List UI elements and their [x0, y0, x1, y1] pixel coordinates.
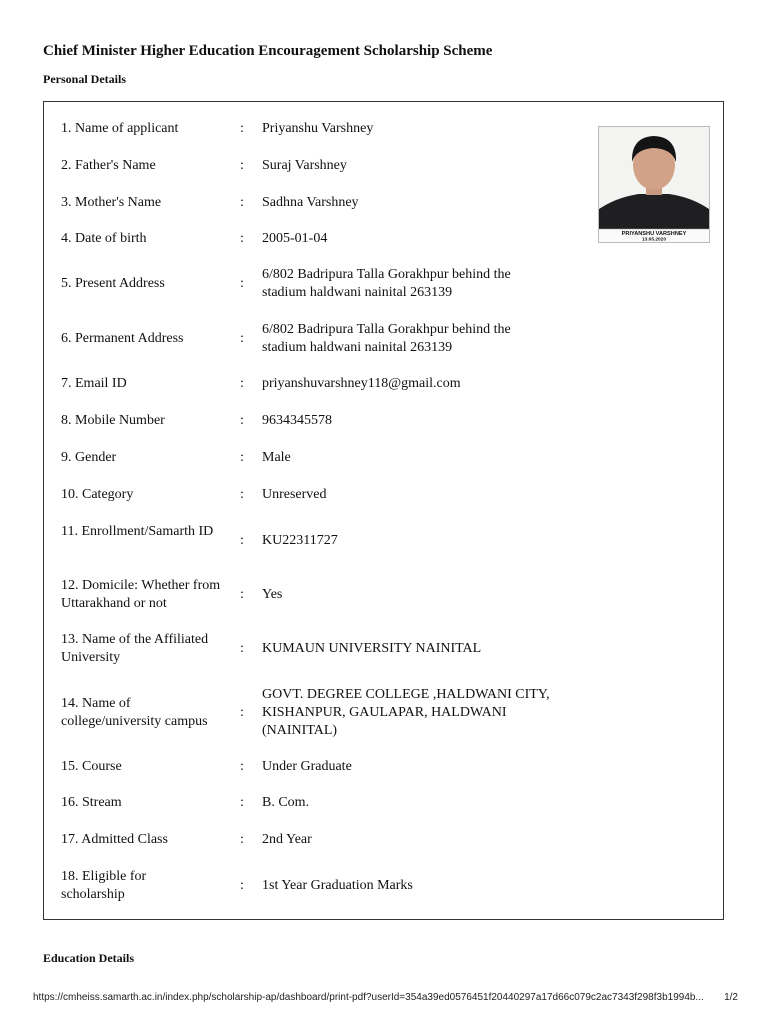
row-label: 5. Present Address [61, 276, 165, 291]
row-value: B. Com. [262, 795, 310, 810]
row-label: 14. Name of college/university campus [61, 696, 208, 729]
row-value: Unreserved [262, 487, 327, 502]
row-separator: : [240, 450, 244, 465]
row-value: GOVT. DEGREE COLLEGE ,HALDWANI CITY, KISHANPUR, GAULAPAR, HALDWANI (NAINITAL) [262, 687, 550, 738]
row-value: Priyanshu Varshney [262, 121, 374, 136]
row-separator: : [240, 376, 244, 391]
row-label: 13. Name of the Affiliated University [61, 632, 209, 665]
applicant-photo-image [599, 127, 709, 242]
row-separator: : [240, 878, 244, 893]
photo-caption: PRIYANSHU VARSHNEY [621, 231, 687, 237]
row-separator: : [240, 641, 244, 656]
row-label: 9. Gender [61, 450, 117, 465]
applicant-photo [598, 126, 710, 243]
row-label: 3. Mother's Name [61, 195, 162, 210]
personal-details-heading: Personal Details [43, 72, 126, 86]
row-value: 6/802 Badripura Talla Gorakhpur behind the stadium haldwani nainital 263139 [262, 322, 511, 355]
row-value: KUMAUN UNIVERSITY NAINITAL [262, 641, 482, 656]
row-label: 8. Mobile Number [61, 413, 165, 428]
page-title: Chief Minister Higher Education Encouragement Scholarship Scheme [43, 43, 493, 59]
row-value: priyanshuvarshney118@gmail.com [262, 376, 461, 391]
row-separator: : [240, 587, 244, 602]
row-value: 9634345578 [262, 413, 332, 428]
row-value: Yes [262, 587, 283, 602]
row-value: KU22311727 [262, 533, 338, 548]
row-separator: : [240, 533, 244, 548]
row-value: 2nd Year [262, 832, 312, 847]
row-label: 10. Category [61, 487, 134, 502]
row-separator: : [240, 487, 244, 502]
row-separator: : [240, 795, 244, 810]
row-label: 11. Enrollment/Samarth ID [61, 524, 214, 539]
row-value: Sadhna Varshney [262, 195, 359, 210]
row-value: 2005-01-04 [262, 231, 328, 246]
page-number: 1/2 [724, 992, 738, 1003]
row-label: 4. Date of birth [61, 231, 147, 246]
row-value: Male [262, 450, 291, 465]
photo-date: 13.05.2020 [641, 237, 667, 242]
row-separator: : [240, 276, 244, 291]
row-separator: : [240, 121, 244, 136]
row-label: 1. Name of applicant [61, 121, 179, 136]
row-value: Suraj Varshney [262, 158, 347, 173]
row-value: Under Graduate [262, 759, 352, 774]
row-label: 18. Eligible for scholarship [61, 869, 147, 902]
row-label: 7. Email ID [61, 376, 127, 391]
row-label: 16. Stream [61, 795, 122, 810]
row-separator: : [240, 413, 244, 428]
row-separator: : [240, 832, 244, 847]
row-value: 1st Year Graduation Marks [262, 878, 413, 893]
row-label: 17. Admitted Class [61, 832, 168, 847]
row-value: 6/802 Badripura Talla Gorakhpur behind the stadium haldwani nainital 263139 [262, 267, 511, 300]
row-separator: : [240, 331, 244, 346]
row-separator: : [240, 195, 244, 210]
footer-url: https://cmheiss.samarth.ac.in/index.php/scholarship-ap/dashboard/print-pdf?userId=354a39ed0576451f20440297a17d66c079c2ac7343f298f3b1994b... [33, 992, 704, 1003]
row-separator: : [240, 759, 244, 774]
row-separator: : [240, 705, 244, 720]
row-label: 6. Permanent Address [61, 331, 184, 346]
personal-details-box [43, 101, 724, 920]
row-label: 12. Domicile: Whether from Uttarakhand or not [61, 578, 221, 611]
row-label: 2. Father's Name [61, 158, 156, 173]
row-separator: : [240, 231, 244, 246]
education-details-heading: Education Details [43, 951, 135, 965]
row-separator: : [240, 158, 244, 173]
row-label: 15. Course [61, 759, 122, 774]
